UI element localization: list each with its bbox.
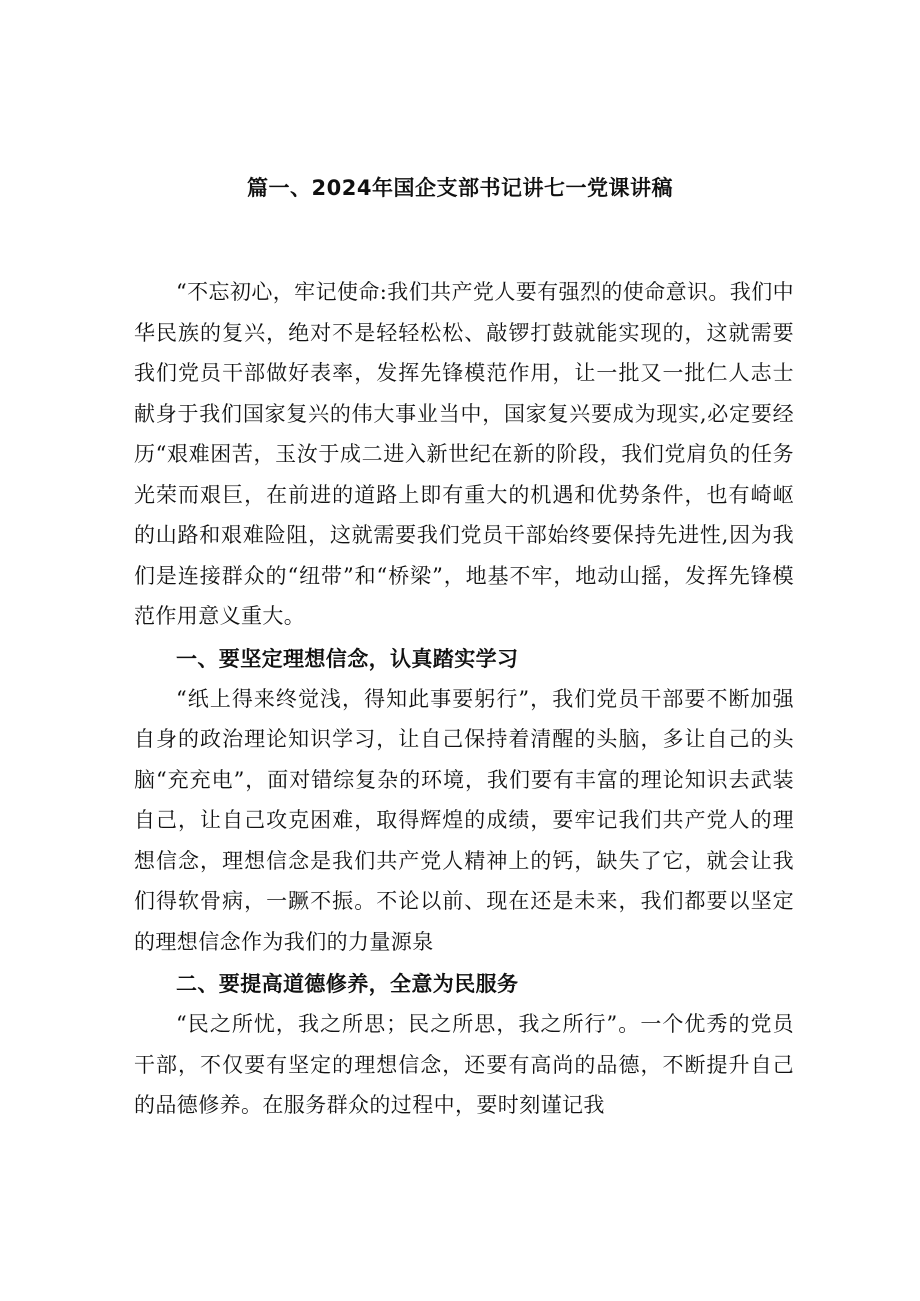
section-heading-1: 一、要坚定理想信念，认真踏实学习 — [176, 646, 519, 671]
section-heading-2: 二、要提高道德修养，全意为民服务 — [176, 972, 519, 996]
document-title: 篇一、2024年国企支部书记讲七一党课讲稿 — [247, 176, 673, 200]
intro-paragraph: “不忘初心，牢记使命:我们共产党人要有强烈的使命意识。我们中华民族的复兴，绝对不是轻轻松松、敲锣打鼓就能实现的，这就需要我们党员干部做好表率，发挥先锋模范作用，让一批又一批仁人志士献身于我们国家复兴的伟大事业当中，国家复兴要成为现实,必定要经历“艰难困苦，玉汝于成二进入新世纪在新的阶段，我们党肩负的任务光荣而艰巨，在前进的道路上即有重大的机遇和优势条件，也有崎岖的山路和艰难险阻，这就需要我们党员干部始终要保持先进性,因为我们是连接群众的“纽带”和“桥梁”，地基不牢，地动山摇，发挥先锋模范作用意义重大。 — [134, 280, 794, 628]
section-1-paragraph: “纸上得来终觉浅，得知此事要躬行”，我们党员干部要不断加强自身的政治理论知识学习，让自己保持着清醒的头脑，多让自己的头脑“充充电”，面对错综复杂的环境，我们要有丰富的理论知识去武装自己，让自己攻克困难，取得辉煌的成绩，要牢记我们共产党人的理想信念，理想信念是我们共产党人精神上的钙，缺失了它，就会让我们得软骨病，一蹶不振。不论以前、现在还是未来，我们都要以坚定的理想信念作为我们的力量源泉 — [134, 686, 794, 954]
section-2-paragraph: “民之所忧，我之所思；民之所思，我之所行”。一个优秀的党员干部，不仅要有坚定的理想信念，还要有高尚的品德，不断提升自己的品德修养。在服务群众的过程中，要时刻谨记我 — [134, 1012, 794, 1117]
document-body — [134, 272, 794, 1126]
